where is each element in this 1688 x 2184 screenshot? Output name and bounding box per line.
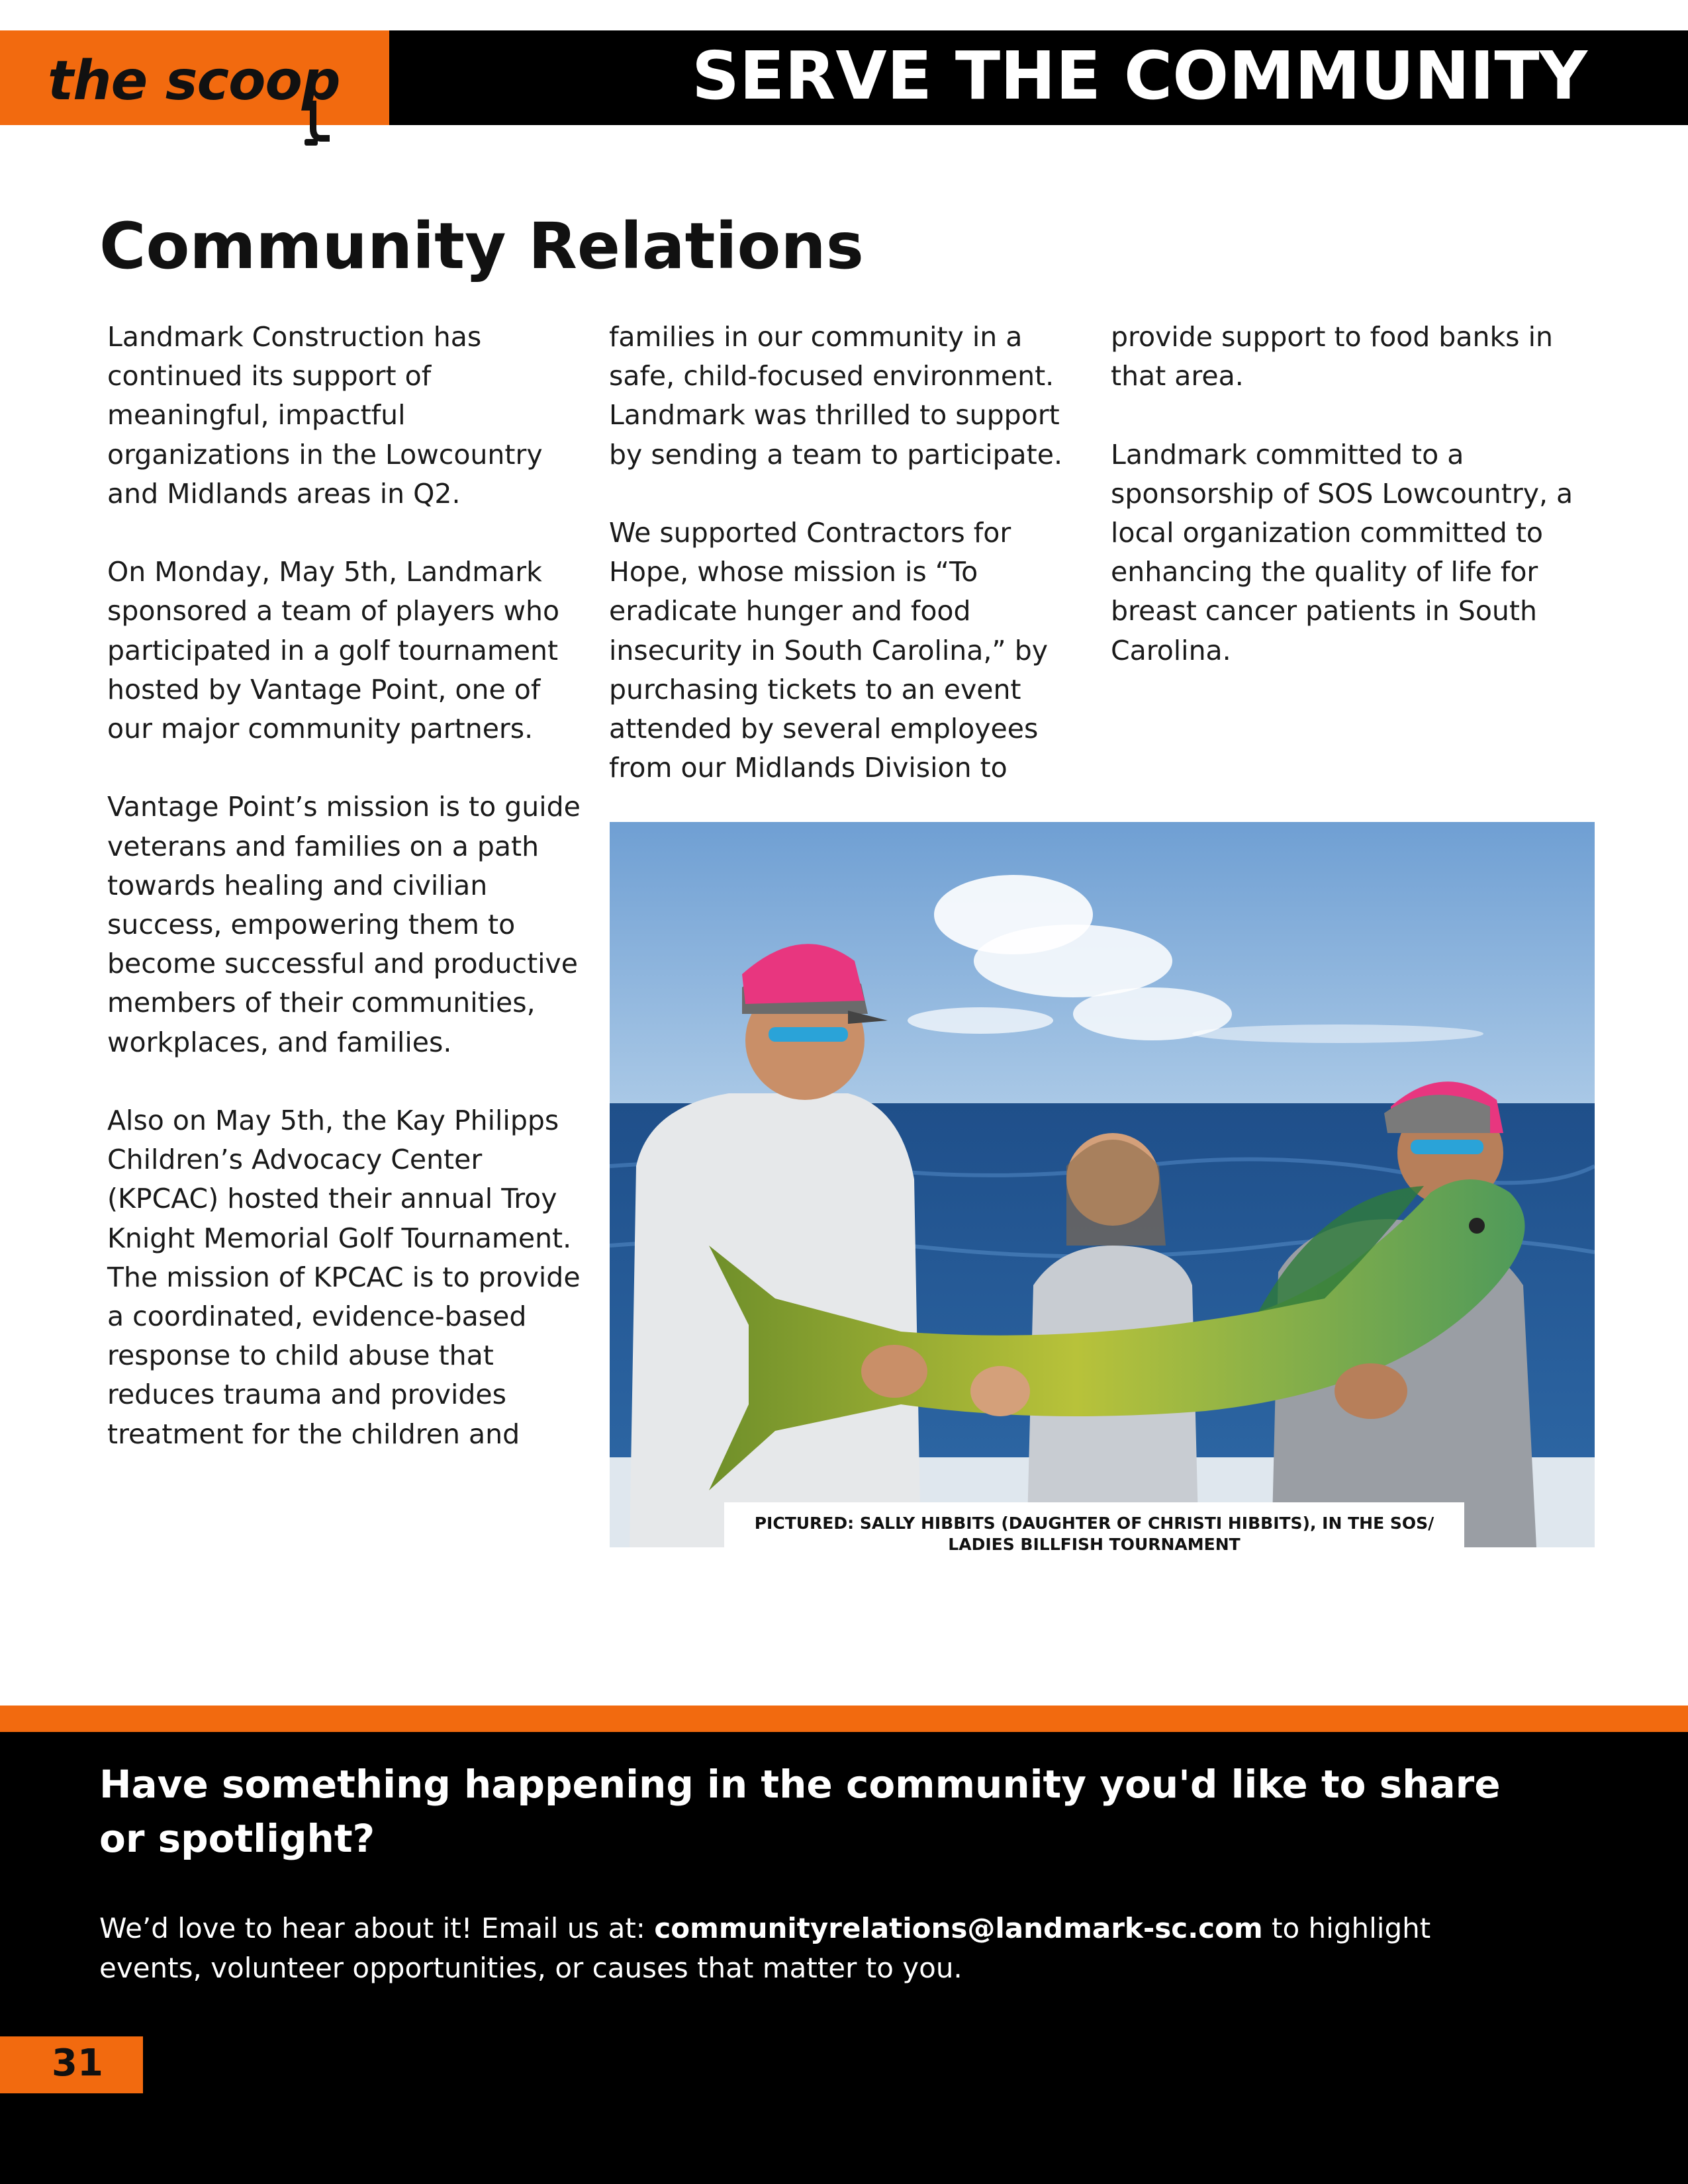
paragraph: We supported Contractors for Hope, whose mission is “To eradicate hunger and food insecurity in South Carolina,” by purchasing tickets to an event attended by several employees from our Midlands Division to bbox=[609, 517, 1048, 784]
text-column-2 bbox=[609, 318, 1092, 788]
text-column-3 bbox=[1111, 318, 1607, 670]
page-title: Community Relations bbox=[99, 209, 864, 283]
paragraph: Landmark committed to a sponsorship of SOS Lowcountry, a local organization committed to enhancing the quality of life for breast cancer patients in South Carolina. bbox=[1111, 438, 1573, 666]
logo-hook-icon bbox=[301, 99, 332, 147]
community-share-heading: Have something happening in the community you'd like to share or spotlight? bbox=[99, 1762, 1501, 1861]
paragraph: Vantage Point’s mission is to guide veterans and families on a path towards healing and civilian success, empowering them to become successful and productive members of their communities, workplaces, and families. bbox=[107, 791, 581, 1058]
tournament-photo bbox=[610, 822, 1595, 1547]
the-scoop-logo: the scoop bbox=[48, 50, 340, 113]
page-number: 31 bbox=[52, 2042, 103, 2085]
paragraph: On Monday, May 5th, Landmark sponsored a team of players who participated in a golf tournament hosted by Vantage Point, one of our major community partners. bbox=[107, 556, 560, 745]
contact-email[interactable]: communityrelations@landmark-sc.com bbox=[654, 1912, 1263, 1944]
photo-caption: PICTURED: SALLY HIBBITS (DAUGHTER OF CHRISTI HIBBITS), IN THE SOS/ LADIES BILLFISH TOURNAMENT bbox=[724, 1502, 1464, 1558]
paragraph: families in our community in a safe, child-focused environment. Landmark was thrilled to support by sending a team to participate. bbox=[609, 321, 1062, 471]
paragraph: provide support to food banks in that area. bbox=[1111, 321, 1553, 392]
cta-text-start: We’d love to hear about it! Email us at: bbox=[99, 1912, 655, 1944]
community-share-text bbox=[99, 1909, 1523, 1988]
footer-accent-stripe bbox=[0, 1706, 1688, 1732]
text-column-1 bbox=[107, 318, 590, 1454]
paragraph: Landmark Construction has continued its support of meaningful, impactful organizations in the Lowcountry and Midlands areas in Q2. bbox=[107, 321, 543, 510]
section-title: SERVE THE COMMUNITY bbox=[691, 37, 1587, 114]
cta-text-end: to highlight events, volunteer opportunities, or causes that matter to you. bbox=[99, 1912, 1431, 1984]
fishing-photo-image bbox=[610, 822, 1595, 1547]
paragraph: Also on May 5th, the Kay Philipps Children’s Advocacy Center (KPCAC) hosted their annual Troy Knight Memorial Golf Tournament. The mission of KPCAC is to provide a coordinated, evidence-based response to child abuse that reduces trauma and provides treatment for the children and bbox=[107, 1105, 581, 1450]
